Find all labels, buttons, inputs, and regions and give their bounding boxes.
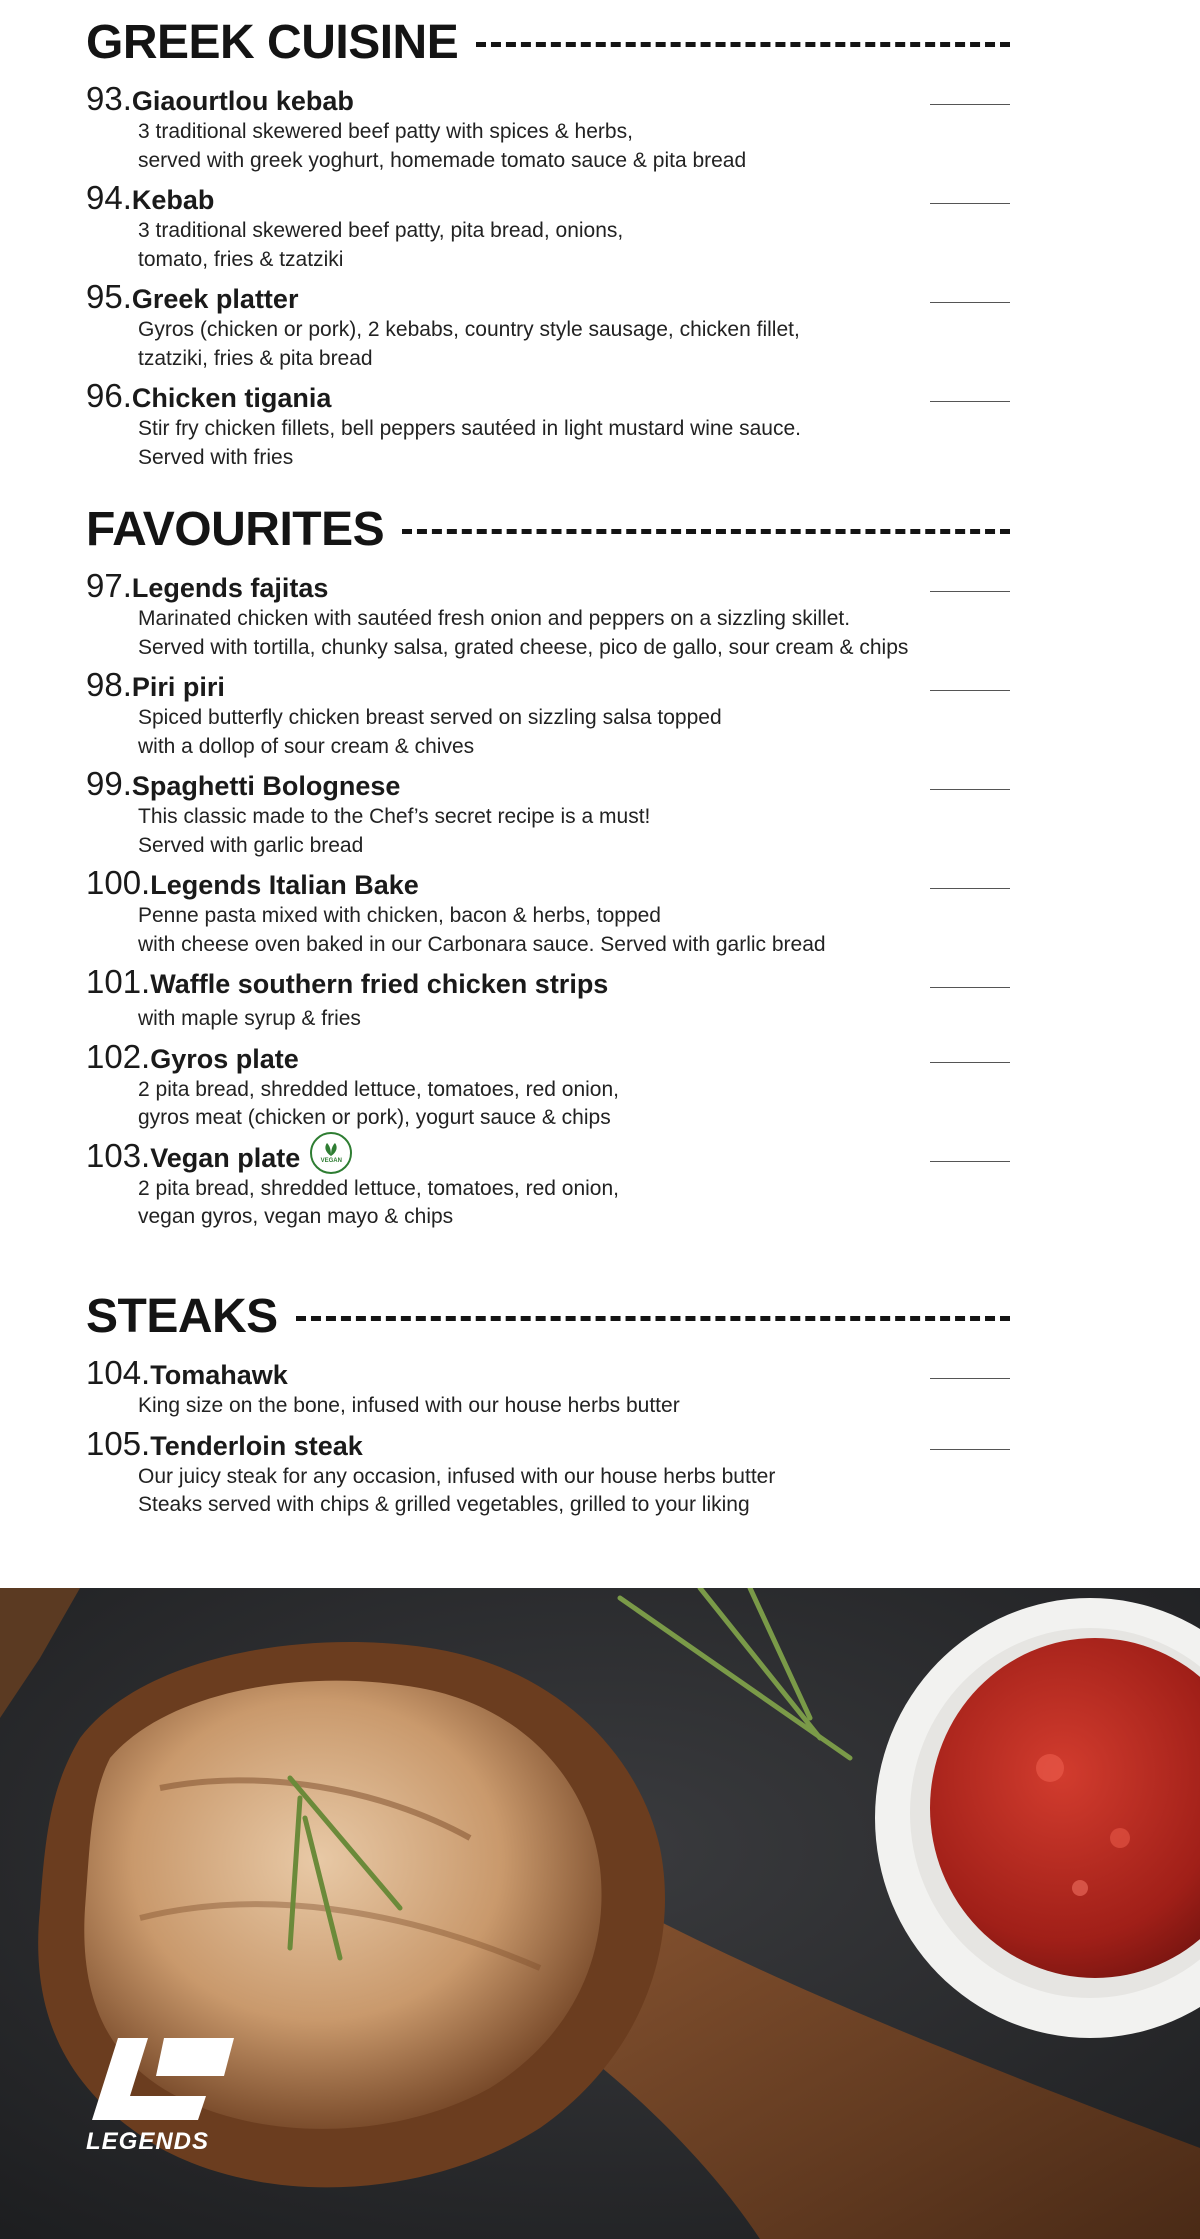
item-description <box>138 803 1010 860</box>
section-title: GREEK CUISINE <box>86 16 459 69</box>
item-description <box>138 415 1010 472</box>
item-name: Piri piri <box>131 672 225 702</box>
item-description <box>138 605 1010 662</box>
item-description <box>138 1005 1010 1034</box>
item-number: 94. <box>86 179 132 216</box>
item-name: Tomahawk <box>150 1360 288 1390</box>
description-line: Steaks served with chips & grilled vegetables, grilled to your liking <box>138 1493 750 1516</box>
item-number: 98. <box>86 666 132 703</box>
item-number: 103. <box>86 1136 151 1174</box>
leaf-icon <box>321 1141 341 1157</box>
section-divider <box>296 1316 1010 1321</box>
section-title: FAVOURITES <box>86 503 385 556</box>
item-description <box>138 1392 1010 1421</box>
item-number: 97. <box>86 567 132 604</box>
item-name: Giaourtlou kebab <box>131 86 354 116</box>
description-line: Spiced butterfly chicken breast served on sizzling salsa topped <box>138 706 722 729</box>
menu-item <box>86 181 1010 274</box>
menu-item <box>86 965 1010 1034</box>
price-line <box>930 690 1010 691</box>
section-header <box>86 1286 1010 1348</box>
menu-item <box>86 1424 1010 1520</box>
price-line <box>930 302 1010 303</box>
description-line: Served with fries <box>138 445 294 469</box>
description-line: 2 pita bread, shredded lettuce, tomatoes, red onion, <box>138 1176 619 1200</box>
menu-item <box>86 569 1010 662</box>
item-name: Spaghetti Bolognese <box>131 771 401 801</box>
description-line: served with greek yoghurt, homemade tomato sauce & pita bread <box>138 148 747 172</box>
description-line: tzatziki, fries & pita bread <box>138 346 373 370</box>
description-line: vegan gyros, vegan mayo & chips <box>138 1205 454 1228</box>
price-line <box>930 1161 1010 1162</box>
vegan-badge <box>310 1132 352 1174</box>
brand-wordmark: LEGENDS <box>86 2128 210 2155</box>
menu-item <box>86 280 1010 373</box>
price-line <box>930 1062 1010 1063</box>
section-favourites <box>86 499 1010 1232</box>
description-line: gyros meat (chicken or pork), yogurt sauce & chips <box>138 1106 611 1129</box>
item-number: 95. <box>86 278 132 315</box>
description-line: Served with tortilla, chunky salsa, grated cheese, pico de gallo, sour cream & chips <box>138 635 909 659</box>
item-name: Gyros plate <box>150 1043 299 1074</box>
item-description <box>138 118 1010 175</box>
menu-item <box>86 1136 1010 1232</box>
menu-item <box>86 668 1010 761</box>
section-header <box>86 499 1010 561</box>
price-line <box>930 987 1010 988</box>
description-line: with a dollop of sour cream & chives <box>138 734 475 758</box>
item-description <box>138 316 1010 373</box>
price-line <box>930 401 1010 402</box>
menu-item <box>86 1356 1010 1421</box>
item-number: 100. <box>86 864 151 901</box>
item-name: Legends Italian Bake <box>150 870 419 900</box>
price-line <box>930 203 1010 204</box>
item-number: 93. <box>86 80 132 117</box>
item-number: 99. <box>86 765 132 802</box>
item-description <box>138 704 1010 761</box>
price-line <box>930 1378 1010 1379</box>
description-line: King size on the bone, infused with our house herbs butter <box>138 1394 680 1417</box>
price-line <box>930 1449 1010 1450</box>
item-name: Tenderloin steak <box>150 1430 363 1461</box>
section-greek-cuisine <box>86 12 1010 472</box>
menu-item <box>86 866 1010 959</box>
item-name: Chicken tigania <box>131 383 332 413</box>
item-name: Kebab <box>131 185 215 215</box>
description-line: Served with garlic bread <box>138 833 364 857</box>
description-line: 2 pita bread, shredded lettuce, tomatoes, red onion, <box>138 1077 619 1101</box>
section-divider <box>402 529 1010 534</box>
price-line <box>930 789 1010 790</box>
description-line: 3 traditional skewered beef patty with spices & herbs, <box>138 120 633 143</box>
item-number: 102. <box>86 1037 151 1075</box>
section-steaks <box>86 1286 1010 1520</box>
price-line <box>930 888 1010 889</box>
description-line: Gyros (chicken or pork), 2 kebabs, country style sausage, chicken fillet, <box>138 318 800 341</box>
item-number: 105. <box>86 1424 151 1462</box>
item-name: Greek platter <box>131 284 299 314</box>
description-line: Marinated chicken with sautéed fresh onion and peppers on a sizzling skillet. <box>138 607 851 630</box>
section-title: STEAKS <box>86 1290 278 1343</box>
description-line: Stir fry chicken fillets, bell peppers sautéed in light mustard wine sauce. <box>138 417 801 440</box>
section-header <box>86 12 1010 74</box>
vegan-label: VEGAN <box>320 1158 342 1164</box>
description-line: Our juicy steak for any occasion, infused with our house herbs butter <box>138 1464 776 1488</box>
item-number: 96. <box>86 377 132 414</box>
description-line: with cheese oven baked in our Carbonara sauce. Served with garlic bread <box>138 932 826 956</box>
price-line <box>930 591 1010 592</box>
section-divider <box>476 42 1010 47</box>
description-line: This classic made to the Chef’s secret recipe is a must! <box>138 805 651 828</box>
description-line: Penne pasta mixed with chicken, bacon & herbs, topped <box>138 904 661 927</box>
menu-item <box>86 379 1010 472</box>
item-name: Waffle southern fried chicken strips <box>150 969 609 999</box>
description-line: 3 traditional skewered beef patty, pita bread, onions, <box>138 219 624 242</box>
item-number: 104. <box>86 1354 151 1391</box>
menu-item <box>86 82 1010 175</box>
item-description <box>138 1175 1010 1232</box>
item-description <box>138 1076 1010 1133</box>
menu-item <box>86 1037 1010 1133</box>
item-name: Vegan plate <box>150 1142 301 1173</box>
item-description <box>138 902 1010 959</box>
legends-logo <box>86 2036 236 2126</box>
item-description <box>138 217 1010 274</box>
description-line: with maple syrup & fries <box>138 1007 361 1030</box>
item-name: Legends fajitas <box>131 573 329 603</box>
item-description <box>138 1463 1010 1520</box>
menu-item <box>86 767 1010 860</box>
description-line: tomato, fries & tzatziki <box>138 247 344 271</box>
price-line <box>930 104 1010 105</box>
item-number: 101. <box>86 963 151 1000</box>
